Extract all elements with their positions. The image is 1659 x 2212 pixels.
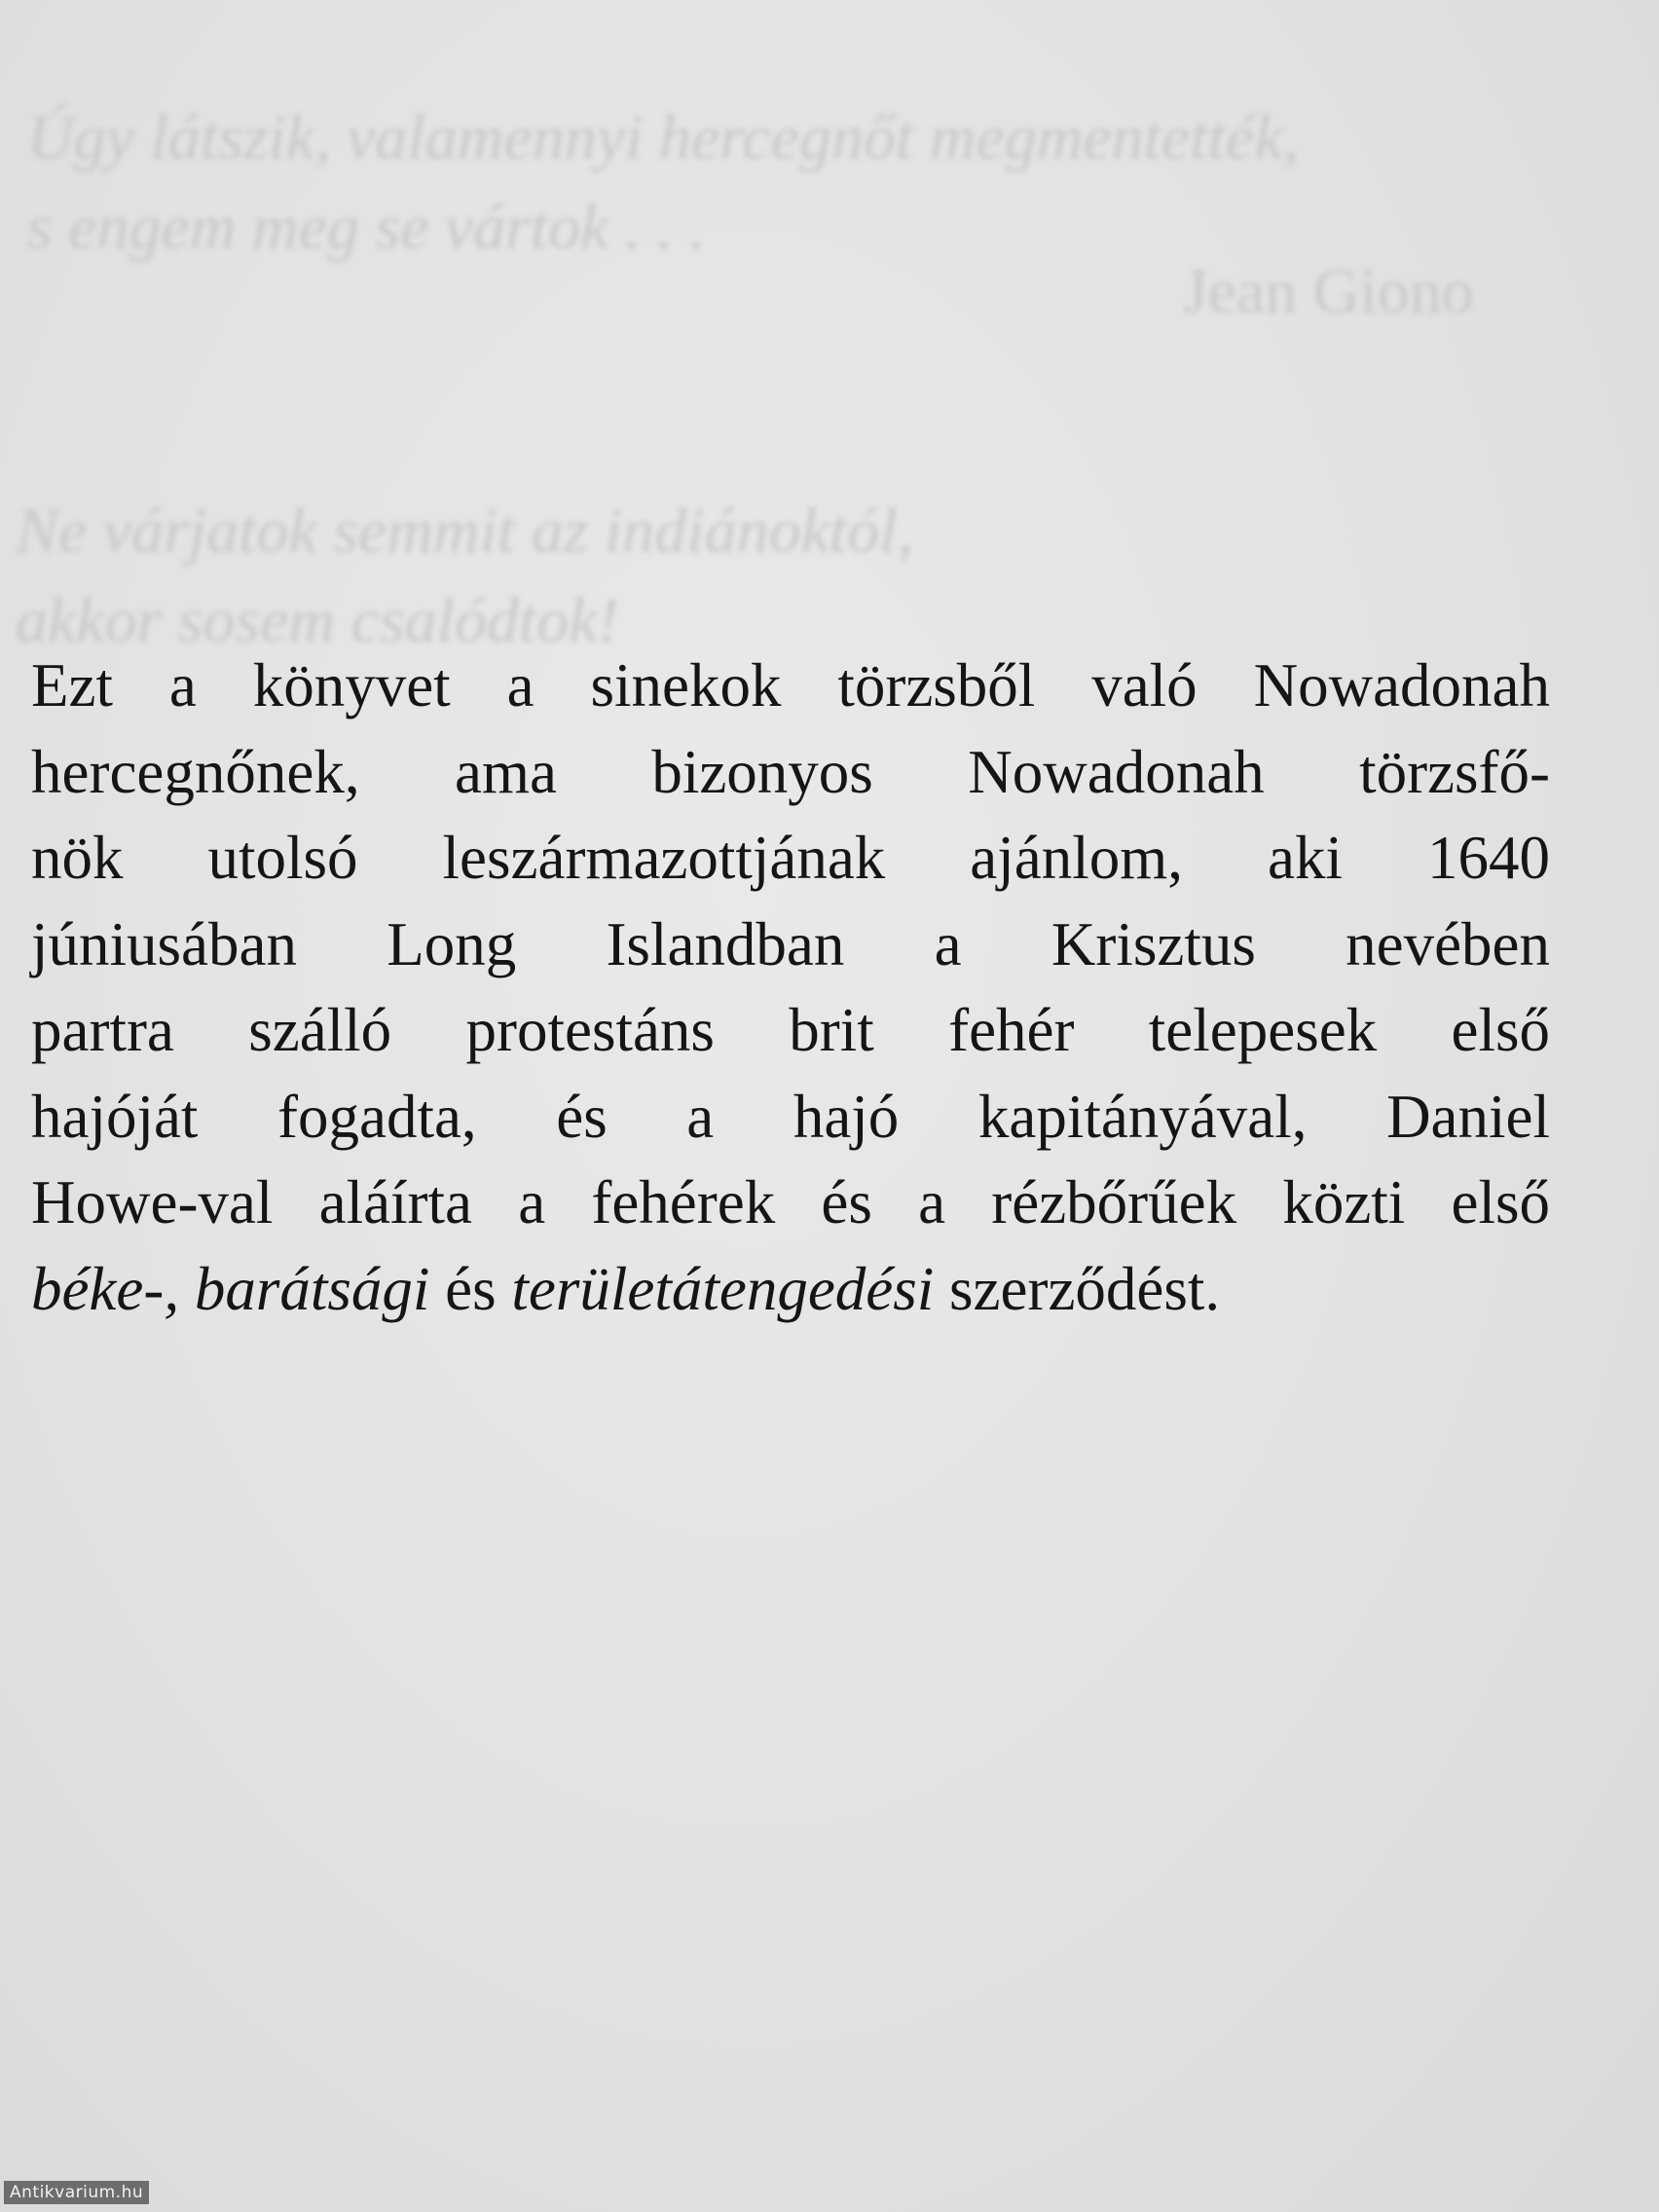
ghost-epigraph-1-author: Jean Giono — [1183, 256, 1474, 327]
italic-phrase-2: területátengedési — [511, 1254, 935, 1323]
dedication-paragraph — [31, 643, 1550, 1332]
dedication-line-6: hajóját fogadta, és a hajó kapitányával, Daniel — [31, 1082, 1550, 1151]
ghost-epigraph-1 — [27, 93, 1299, 273]
dedication-line-1: Ezt a könyvet a sinekok törzsből való Nowadonah — [31, 651, 1550, 719]
italic-phrase-1: béke-, barátsági — [31, 1254, 430, 1323]
ghost-epigraph-2 — [16, 487, 913, 666]
line-8-text-2: szerződést. — [934, 1254, 1221, 1323]
dedication-line-8 — [31, 1246, 1550, 1333]
line-8-text-1: és — [429, 1254, 512, 1323]
ghost-epigraph-1-line-1: Úgy látszik, valamennyi hercegnőt megmentették, — [27, 102, 1300, 173]
ghost-epigraph-2-line-1: Ne várjatok semmit az indiánoktól, — [16, 496, 914, 567]
ghost-epigraph-1-line-2: s engem meg se vártok . . . — [27, 192, 706, 263]
dedication-line-2: hercegnőnek, ama bizonyos Nowadonah törzsfő- — [31, 737, 1550, 806]
ghost-epigraph-2-line-2: akkor sosem csalódtok! — [16, 585, 619, 656]
dedication-line-5: partra szálló protestáns brit fehér telepesek első — [31, 996, 1550, 1064]
dedication-line-4: júniusában Long Islandban a Krisztus nevében — [31, 909, 1550, 978]
dedication-line-7: Howe-val aláírta a fehérek és a rézbőrűek közti első — [31, 1168, 1550, 1236]
dedication-line-3: nök utolsó leszármazottjának ajánlom, aki 1640 — [31, 824, 1550, 892]
watermark-label: Antikvarium.hu — [4, 2181, 149, 2204]
